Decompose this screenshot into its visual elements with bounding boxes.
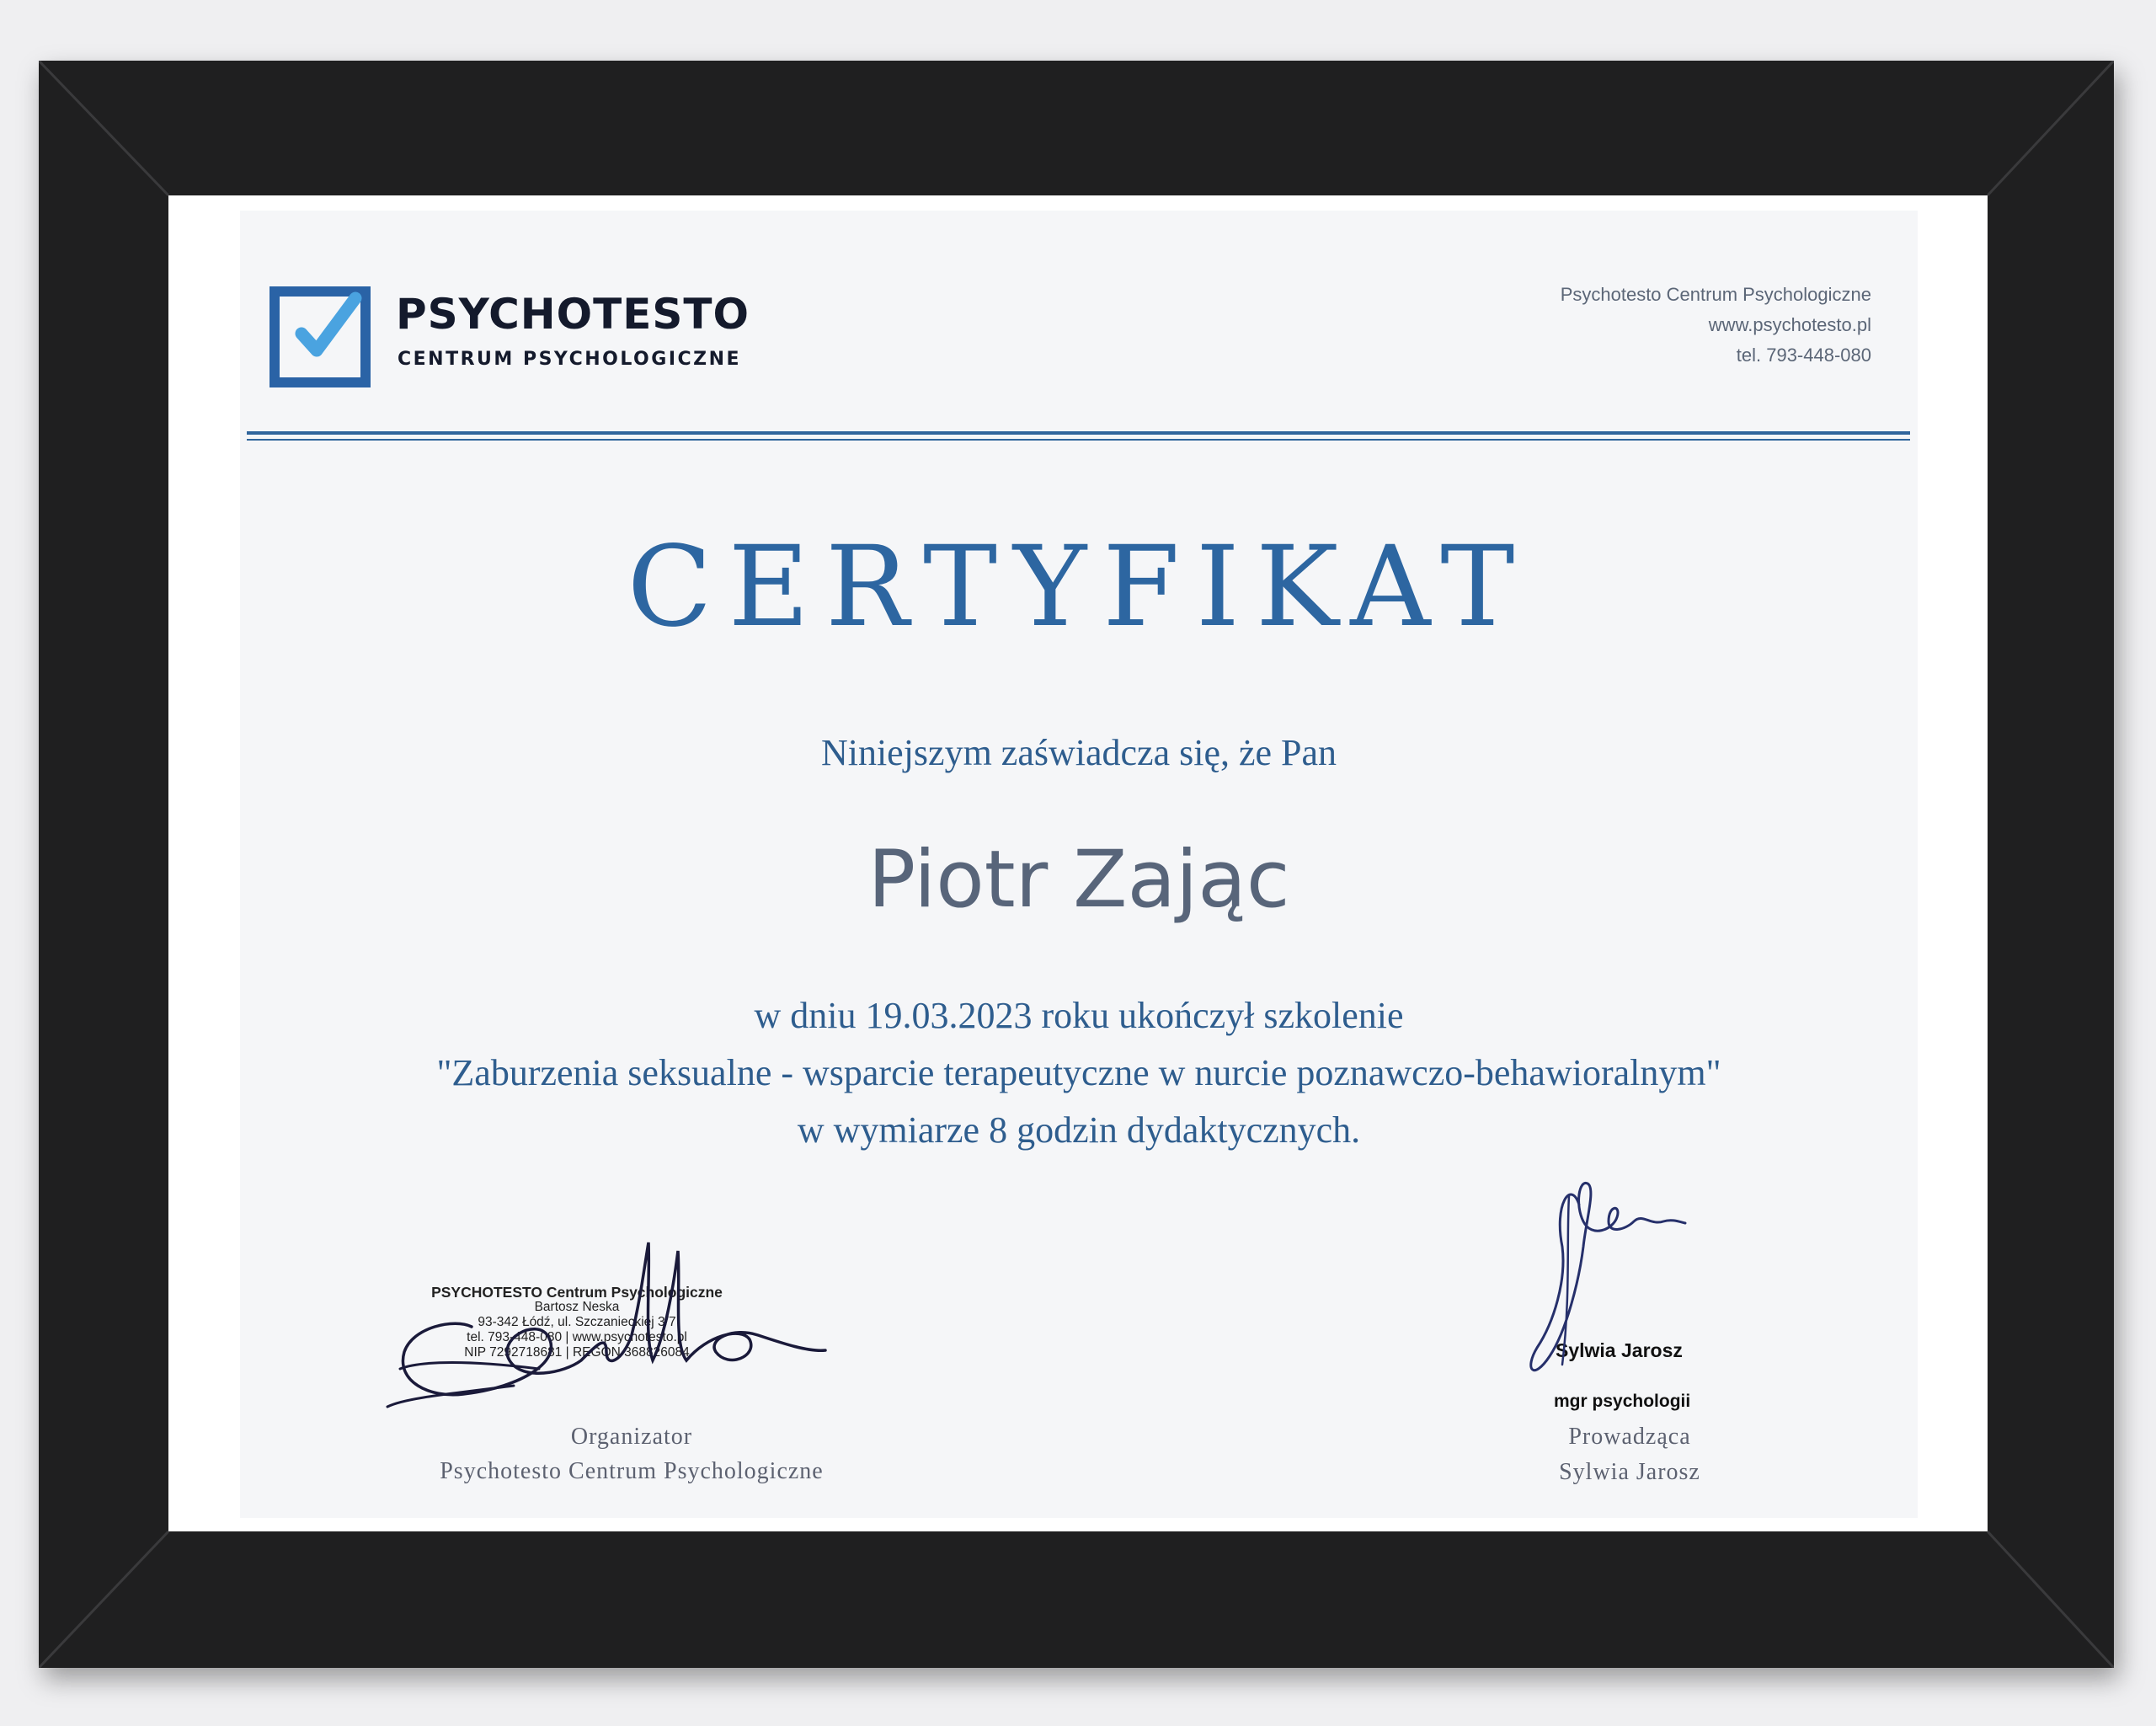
stamp-line: 93-342 Łódź, ul. Szczanieckiej 3/7 (478, 1315, 676, 1329)
organizer-name: Psychotesto Centrum Psychologiczne (440, 1458, 824, 1484)
stamp-line: Bartosz Neska (534, 1300, 620, 1314)
organizer-handwritten-signature (354, 1234, 910, 1428)
instructor-handwritten-signature (1486, 1171, 1773, 1424)
certificate-intro: Niniejszym zaświadcza się, że Pan (820, 732, 1337, 773)
header-rule-thin (247, 439, 1910, 441)
completion-date-line: w dniu 19.03.2023 roku ukończył szkolenie (754, 995, 1404, 1036)
instructor-stamp-title: mgr psychologii (1554, 1392, 1691, 1411)
brand-name: PSYCHOTESTO (396, 290, 750, 339)
organizer-signature-block (354, 1234, 910, 1495)
instructor-role: Prowadząca (1568, 1424, 1691, 1450)
course-title-line: "Zaburzenia seksualne - wsparcie terapeutyczne w nurcie poznawczo-behawioralnym" (436, 1052, 1721, 1093)
certificate-title: CERTYFIKAT (627, 522, 1531, 652)
course-hours-line: w wymiarze 8 godzin dydaktycznych. (797, 1109, 1361, 1151)
stamp-line: PSYCHOTESTO Centrum Psychologiczne (431, 1284, 723, 1301)
instructor-name: Sylwia Jarosz (1559, 1459, 1700, 1485)
contact-block (1561, 280, 1871, 371)
stamp-line: tel. 793-448-080 | www.psychotesto.pl (467, 1330, 687, 1344)
stamp-line: NIP 7292718681 | REGON 368826084 (464, 1345, 690, 1360)
recipient-name: Piotr Zając (867, 834, 1290, 926)
instructor-stamp-name: Sylwia Jarosz (1556, 1339, 1683, 1361)
contact-org: Psychotesto Centrum Psychologiczne (1560, 284, 1871, 305)
header-rule-thick (247, 431, 1910, 435)
brand-subtitle: CENTRUM PSYCHOLOGICZNE (398, 349, 742, 370)
contact-phone: tel. 793-448-080 (1736, 345, 1871, 366)
instructor-signature-block (1486, 1171, 1773, 1495)
checkbox-check-icon (270, 286, 371, 387)
contact-website: www.psychotesto.pl (1708, 314, 1871, 335)
brand-logo (270, 286, 808, 387)
organizer-role: Organizator (570, 1424, 693, 1450)
certificate-paper (240, 211, 1918, 1518)
